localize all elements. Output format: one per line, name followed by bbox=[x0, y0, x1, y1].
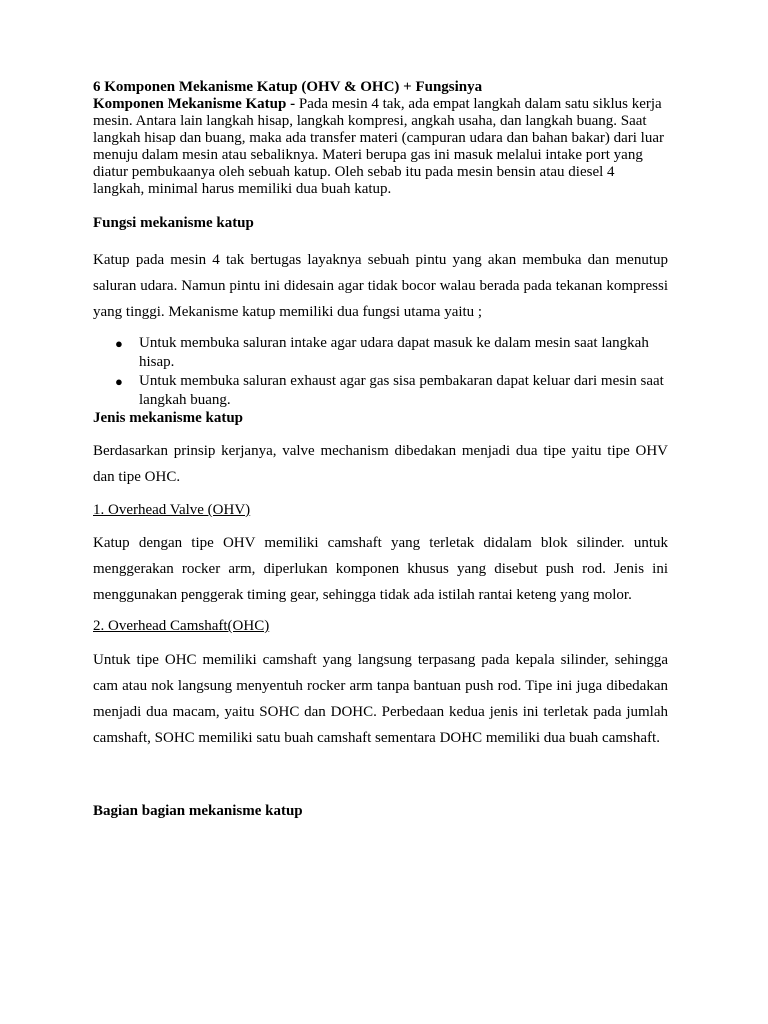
jenis-heading: Jenis mekanisme katup bbox=[93, 410, 244, 426]
intro-body: Pada mesin 4 tak, ada empat langkah dalam satu siklus kerja mesin. Antara lain langkah hisap, langkah kompresi, angkah usaha, dan langkah buang. Saat langkah hisap dan buang, maka ada transfer materi (campuran udara dan bahan bakar) dari luar menuju dalam mesin atau sebaliknya. Materi berupa gas ini masuk melalui intake port yang diatur pembukaanya oleh sebuah katup. Oleh sebab itu pada mesin bensin atau diesel 4 langkah, minimal harus memiliki dua buah katup. bbox=[93, 96, 664, 197]
document-page bbox=[93, 79, 668, 820]
intro-lead: Komponen Mekanisme Katup - bbox=[93, 96, 299, 112]
fungsi-list bbox=[93, 334, 668, 410]
document-title: 6 Komponen Mekanisme Katup (OHV & OHC) + Fungsinya bbox=[93, 79, 483, 95]
ohc-heading: 2. Overhead Camshaft(OHC) bbox=[93, 618, 270, 634]
list-item-text: Untuk membuka saluran intake agar udara dapat masuk ke dalam mesin saat langkah hisap. bbox=[139, 335, 649, 370]
intro-block bbox=[93, 79, 668, 198]
ohv-paragraph: Katup dengan tipe OHV memiliki camshaft yang terletak didalam blok silinder. untuk menggerakan rocker arm, diperlukan komponen khusus yang disebut push rod. Jenis ini menggunakan penggerak timing gear, sehingga tidak ada istilah rantai keteng yang molor. bbox=[93, 535, 668, 603]
jenis-paragraph: Berdasarkan prinsip kerjanya, valve mechanism dibedakan menjadi dua tipe yaitu tipe OHV dan tipe OHC. bbox=[93, 443, 668, 485]
list-item bbox=[93, 334, 668, 372]
intro-paragraph bbox=[93, 96, 668, 198]
bagian-heading: Bagian bagian mekanisme katup bbox=[93, 803, 303, 819]
ohv-heading: 1. Overhead Valve (OHV) bbox=[93, 502, 251, 518]
bullet-icon: ● bbox=[115, 374, 123, 389]
bullet-icon: ● bbox=[115, 336, 123, 351]
list-item-text: Untuk membuka saluran exhaust agar gas sisa pembakaran dapat keluar dari mesin saat langkah buang. bbox=[139, 373, 664, 408]
list-item bbox=[93, 372, 668, 410]
fungsi-paragraph: Katup pada mesin 4 tak bertugas layaknya sebuah pintu yang akan membuka dan menutup saluran udara. Namun pintu ini didesain agar tidak bocor walau berada pada tekanan kompressi yang tinggi. Mekanisme katup memiliki dua fungsi utama yaitu ; bbox=[93, 252, 668, 320]
fungsi-heading: Fungsi mekanisme katup bbox=[93, 215, 254, 231]
ohc-paragraph: Untuk tipe OHC memiliki camshaft yang langsung terpasang pada kepala silinder, sehingga cam atau nok langsung menyentuh rocker arm tanpa bantuan push rod. Tipe ini juga dibedakan menjadi dua macam, yaitu SOHC dan DOHC. Perbedaan kedua jenis ini terletak pada jumlah camshaft, SOHC memiliki satu buah camshaft sementara DOHC memiliki dua buah camshaft. bbox=[93, 652, 668, 746]
